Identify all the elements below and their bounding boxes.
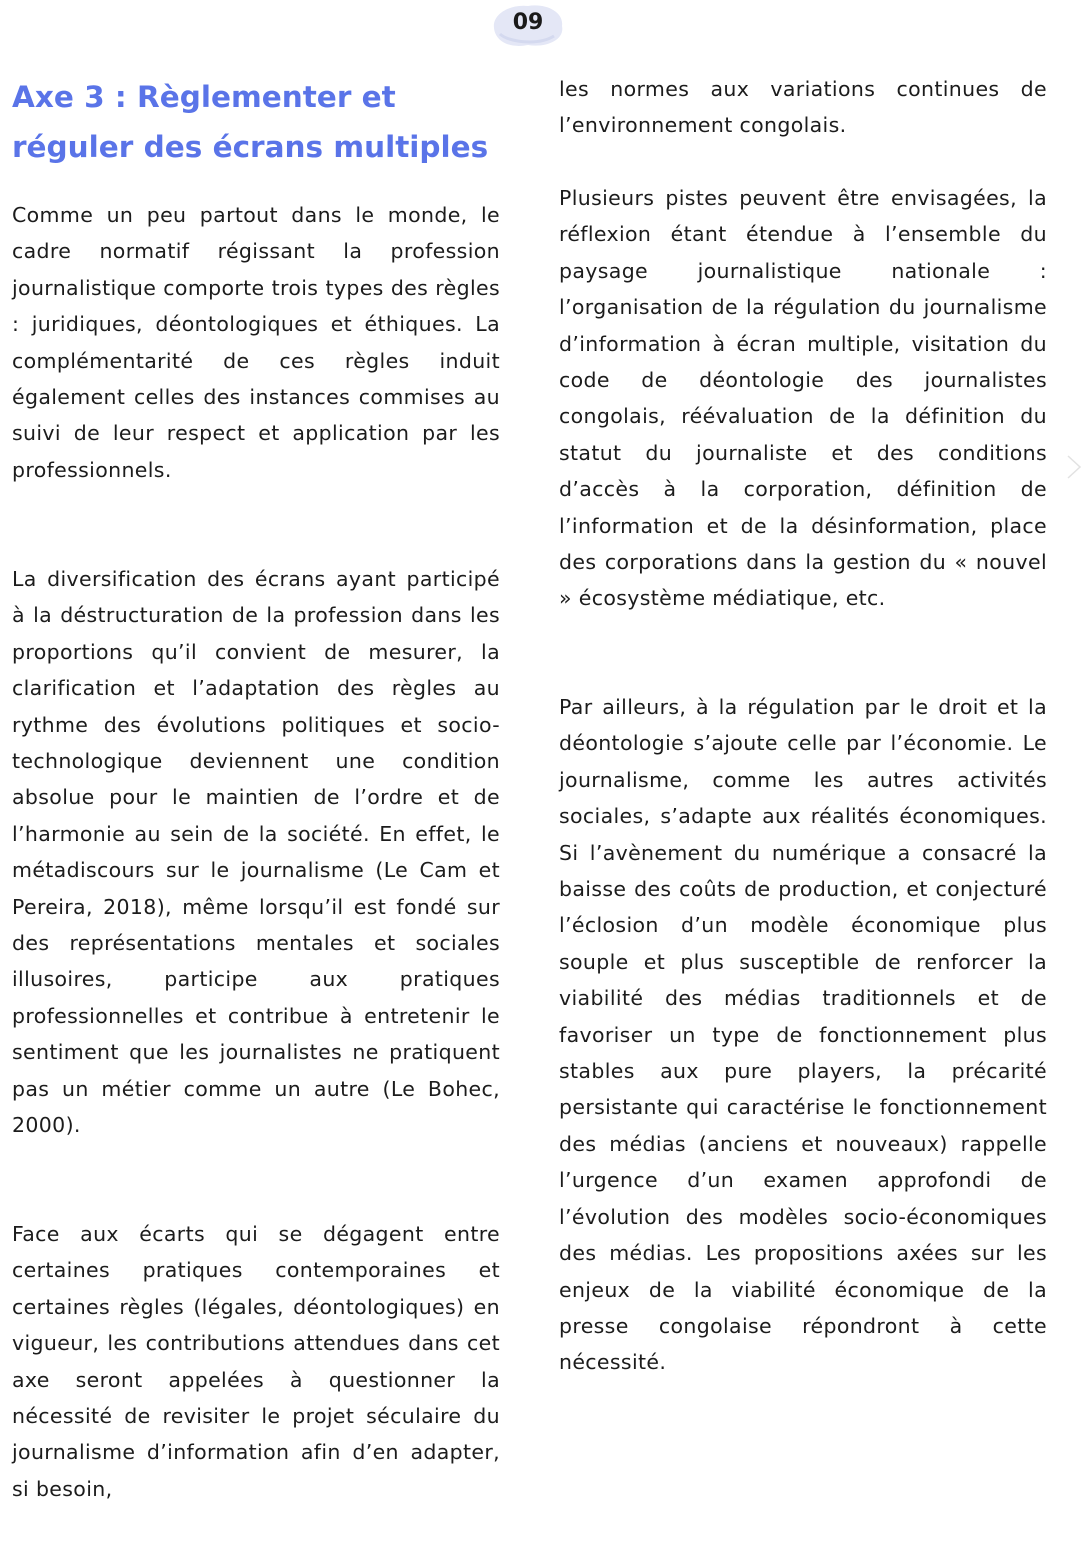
paragraph-screen-diversification: La diversification des écrans ayant participé à la déstructuration de la profession dans les proportions qu’il convient de mesurer, la clarification et l’adaptation des règles au rythme des évolutions politiques et socio-technologique deviennent une condition absolue pour le maintien de l’ordre et de l’harmonie au sein de la société. En effet, le métadiscours sur le journalisme (Le Cam et Pereira, 2018), même lorsqu’il est fondé sur des représentations mentales et sociales illusoires, participe aux pratiques professionnelles et contribue à entretenir le sentiment que les journalistes ne pratiquent pas un métier comme un autre (Le Bohec, 2000).: [12, 567, 500, 1138]
page-edge-chevron-icon: [1064, 452, 1086, 482]
section-heading: Axe 3 : Règlementer et réguler des écrans multiples: [12, 80, 489, 164]
page-number: 09: [512, 10, 544, 35]
paragraph-economic-regulation: Par ailleurs, à la régulation par le droit et la déontologie s’ajoute celle par l’économie. Le journalisme, comme les autres activités sociales, s’adapte aux réalités économiques. Si l’avènement du numérique a consacré la baisse des coûts de production, et conjecturé l’éclosion d’un modèle économique plus souple et plus susceptible de renforcer la viabilité des médias traditionnels et de favoriser un type de fonctionnement plus stables aux pure players, la précarité persistante qui caractérise le fonctionnement des médias (anciens et nouveaux) rappelle l’urgence d’un examen approfondi de l’évolution des modèles socio-économiques des médias. Les propositions axées sur les enjeux de la viabilité économique de la presse congolaise répondront à cette nécessité.: [559, 695, 1047, 1375]
paragraph-normative-framework: Comme un peu partout dans le monde, le cadre normatif régissant la profession journalistique comporte trois types des règles : juridiques, déontologiques et éthiques. La complémentarité de ces règles induit également celles des instances commises au suivi de leur respect et application par les professionnels.: [12, 203, 500, 482]
page-number-badge: [488, 0, 568, 50]
paragraph-contributions-expected: Face aux écarts qui se dégagent entre certaines pratiques contemporaines et certaines règles (légales, déontologiques) en vigueur, les contributions attendues dans cet axe seront appelées à questionner la nécessité de revisiter le projet séculaire du journalisme d’information afin d’en adapter, si besoin,: [12, 1222, 500, 1501]
paragraph-research-tracks: Plusieurs pistes peuvent être envisagées, la réflexion étant étendue à l’ensemble du paysage journalistique nationale : l’organisation de la régulation du journalisme d’information à écran multiple, visitation du code de déontologie des journalistes congolais, réévaluation de la définition du statut du journaliste et des conditions d’accès à la corporation, définition de l’information et de la désinformation, place des corporations dans la gestion du « nouvel » écosystème médiatique, etc.: [559, 186, 1047, 611]
paragraph-continuation: les normes aux variations continues de l’environnement congolais.: [559, 77, 1047, 138]
